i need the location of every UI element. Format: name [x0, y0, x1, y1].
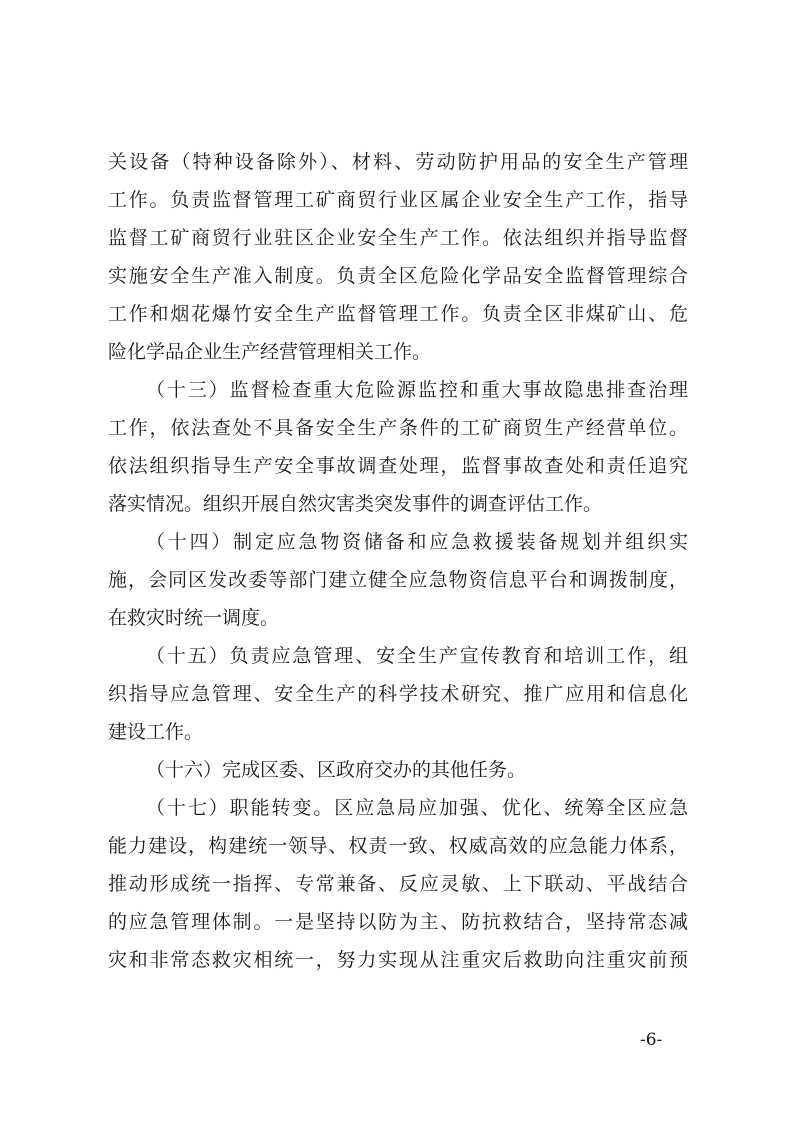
text-line: 推动形成统一指挥、专常兼备、反应灵敏、上下联动、平战结合 [108, 873, 688, 895]
text-line: 织指导应急管理、安全生产的科学技术研究、推广应用和信息化 [108, 683, 688, 705]
text-line: 关设备（特种设备除外）、材料、劳动防护用品的安全生产管理 [108, 151, 688, 173]
text-line: 能力建设，构建统一领导、权责一致、权威高效的应急能力体系， [108, 835, 688, 857]
text-line: 在救灾时统一调度。 [108, 607, 280, 629]
text-line: 施，会同区发改委等部门建立健全应急物资信息平台和调拨制度， [108, 569, 688, 591]
text-line: 监督工矿商贸行业驻区企业安全生产工作。依法组织并指导监督 [108, 227, 688, 249]
text-line: 工作。负责监督管理工矿商贸行业区属企业安全生产工作，指导 [108, 189, 688, 211]
text-line: 实施安全生产准入制度。负责全区危险化学品安全监督管理综合 [108, 265, 688, 287]
text-line: 落实情况。组织开展自然灾害类突发事件的调查评估工作。 [108, 493, 603, 515]
text-line: 工作和烟花爆竹安全生产监督管理工作。负责全区非煤矿山、危 [108, 303, 688, 325]
paragraph-start-line: （十三）监督检查重大危险源监控和重大事故隐患排查治理 [146, 379, 688, 401]
text-line: 的应急管理体制。一是坚持以防为主、防抗救结合，坚持常态减 [108, 911, 688, 933]
paragraph-start-line: （十四）制定应急物资储备和应急救援装备规划并组织实 [146, 531, 688, 553]
text-line: 险化学品企业生产经营管理相关工作。 [108, 341, 432, 363]
paragraph-start-line: （十六）完成区委、区政府交办的其他任务。 [146, 759, 527, 781]
text-line: 建设工作。 [108, 721, 204, 743]
text-line: 灾和非常态救灾相统一，努力实现从注重灾后救助向注重灾前预 [108, 949, 688, 971]
page-number: -6- [640, 1030, 663, 1050]
text-line: 依法组织指导生产安全事故调查处理，监督事故查处和责任追究 [108, 455, 688, 477]
paragraph-start-line: （十七）职能转变。区应急局应加强、优化、统筹全区应急 [146, 797, 688, 819]
text-line: 工作，依法查处不具备安全生产条件的工矿商贸生产经营单位。 [108, 417, 688, 439]
paragraph-start-line: （十五）负责应急管理、安全生产宣传教育和培训工作，组 [146, 645, 688, 667]
